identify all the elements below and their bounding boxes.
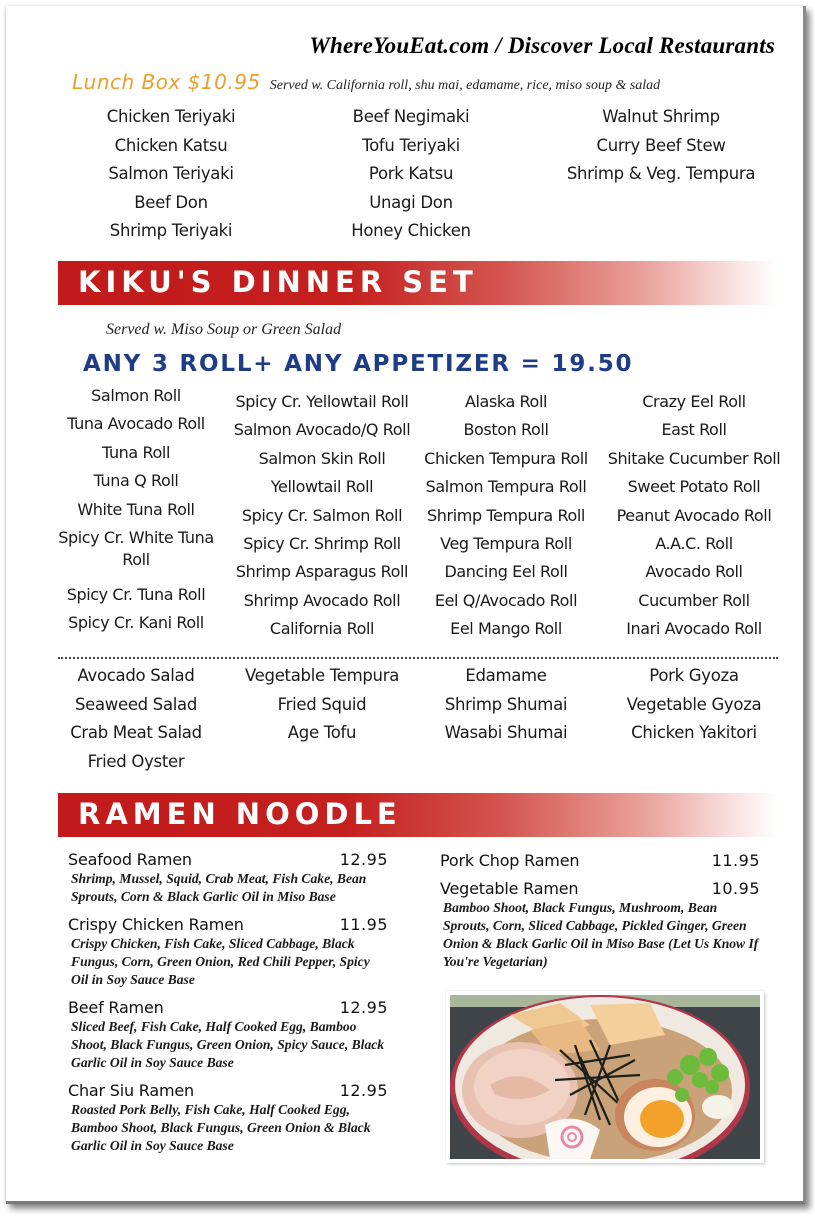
appetizer-column-3 xyxy=(416,662,596,748)
dotted-divider xyxy=(58,657,778,659)
ramen-name: Vegetable Ramen xyxy=(440,879,579,898)
menu-item: Salmon Teriyaki xyxy=(108,164,234,183)
roll-item: Spicy Cr. Kani Roll xyxy=(68,613,204,633)
ramen-description: Sliced Beef, Fish Cake, Half Cooked Egg, Bamboo Shoot, Black Fungus, Green Onion, Spicy Sauce, Black Garlic Oil in Soy Sauce Base xyxy=(71,1019,385,1070)
roll-item: Eel Mango Roll xyxy=(450,619,562,639)
appetizer-item: Shrimp Shumai xyxy=(444,694,568,714)
ramen-description: Roasted Pork Belly, Fish Cake, Half Cooked Egg, Bamboo Shoot, Black Fungus, Green Onion & Black Garlic Oil in Soy Sauce Base xyxy=(71,1102,371,1153)
ramen-bowl-icon xyxy=(450,995,760,1159)
roll-item: Shrimp Tempura Roll xyxy=(427,505,585,525)
roll-item: Spicy Cr. White Tuna Roll xyxy=(58,528,214,570)
menu-item: Chicken Teriyaki xyxy=(106,107,236,126)
appetizer-column-2 xyxy=(232,662,412,748)
lunch-column-3 xyxy=(551,103,771,189)
roll-column-2 xyxy=(232,388,412,644)
menu-item: Shrimp & Veg. Tempura xyxy=(566,164,756,183)
ramen-item-vegetable xyxy=(440,879,760,971)
roll-item: Dancing Eel Roll xyxy=(444,562,568,582)
menu-page xyxy=(6,6,806,1204)
appetizer-column-4 xyxy=(604,662,784,748)
ramen-item-pork-chop xyxy=(440,851,760,870)
appetizer-item: Avocado Salad xyxy=(77,666,195,685)
roll-item: Shrimp Avocado Roll xyxy=(243,590,401,610)
ramen-price: 12.95 xyxy=(339,850,388,869)
ramen-price: 11.95 xyxy=(339,915,388,934)
ramen-name: Seafood Ramen xyxy=(68,850,192,869)
appetizer-item: Pork Gyoza xyxy=(649,666,739,685)
roll-item: Spicy Cr. Salmon Roll xyxy=(241,505,403,525)
appetizer-item: Crab Meat Salad xyxy=(70,723,202,742)
roll-item: Eel Q/Avocado Roll xyxy=(434,590,578,610)
menu-item: Pork Katsu xyxy=(368,164,454,183)
roll-column-3 xyxy=(416,388,596,644)
menu-item: Chicken Katsu xyxy=(114,135,228,155)
roll-item: Alaska Roll xyxy=(464,392,548,411)
roll-item: Cucumber Roll xyxy=(638,590,750,610)
lunch-column-2 xyxy=(306,103,516,246)
menu-item: Tofu Teriyaki xyxy=(362,135,460,155)
ramen-name: Crispy Chicken Ramen xyxy=(68,915,244,934)
roll-item: Shrimp Asparagus Roll xyxy=(235,562,409,582)
roll-item: Peanut Avocado Roll xyxy=(616,505,772,525)
menu-item: Beef Don xyxy=(134,192,208,212)
ramen-name: Pork Chop Ramen xyxy=(440,851,580,870)
appetizer-item: Vegetable Tempura xyxy=(244,666,400,685)
roll-item: Spicy Cr. Shrimp Roll xyxy=(243,534,401,554)
roll-item: Salmon Avocado/Q Roll xyxy=(233,420,411,440)
appetizer-item: Seaweed Salad xyxy=(74,694,198,714)
roll-item: Veg Tempura Roll xyxy=(440,534,572,554)
appetizer-item: Fried Oyster xyxy=(87,751,185,771)
ramen-item-seafood xyxy=(68,850,388,906)
ramen-price: 12.95 xyxy=(339,998,388,1017)
ramen-bowl-photo xyxy=(450,995,760,1159)
roll-item: Inari Avocado Roll xyxy=(626,619,762,639)
roll-item: Tuna Avocado Roll xyxy=(67,414,205,434)
menu-item: Curry Beef Stew xyxy=(596,135,726,155)
roll-item: Tuna Roll xyxy=(102,442,170,462)
roll-column-1 xyxy=(50,382,222,638)
roll-item: Spicy Cr. Yellowtail Roll xyxy=(235,392,409,411)
ramen-description: Crispy Chicken, Fish Cake, Sliced Cabbage, Black Fungus, Corn, Green Onion, Red Chili Pepper, Spicy Oil in Soy Sauce Base xyxy=(71,936,370,987)
roll-item: Salmon Skin Roll xyxy=(258,448,386,468)
ramen-name: Char Siu Ramen xyxy=(68,1081,194,1100)
ramen-price: 12.95 xyxy=(339,1081,388,1100)
ramen-title: RAMEN NOODLE xyxy=(78,797,402,831)
roll-column-4 xyxy=(604,388,784,644)
roll-item: East Roll xyxy=(661,420,727,440)
roll-item: Crazy Eel Roll xyxy=(642,392,746,411)
appetizer-item: Fried Squid xyxy=(277,694,367,714)
roll-item: Boston Roll xyxy=(463,420,549,440)
roll-item: Salmon Roll xyxy=(91,386,181,405)
menu-item: Unagi Don xyxy=(369,192,453,212)
ramen-item-crispy-chicken xyxy=(68,915,388,989)
roll-item: White Tuna Roll xyxy=(77,499,195,519)
menu-item: Shrimp Teriyaki xyxy=(109,221,233,240)
appetizer-item: Wasabi Shumai xyxy=(444,723,568,742)
ramen-name: Beef Ramen xyxy=(68,998,164,1017)
dinner-set-title: KIKU'S DINNER SET xyxy=(78,265,478,299)
ramen-description: Shrimp, Mussel, Squid, Crab Meat, Fish Cake, Bean Sprouts, Corn & Black Garlic Oil in Miso Base xyxy=(71,871,367,904)
dinner-combo-price: ANY 3 ROLL+ ANY APPETIZER = 19.50 xyxy=(83,351,634,377)
ramen-photo-frame xyxy=(446,991,764,1163)
appetizer-item: Edamame xyxy=(465,666,547,685)
roll-item: Sweet Potato Roll xyxy=(627,477,761,497)
roll-item: Spicy Cr. Tuna Roll xyxy=(66,584,206,604)
appetizer-item: Vegetable Gyoza xyxy=(626,694,762,714)
site-watermark: WhereYouEat.com / Discover Local Restaurants xyxy=(309,33,775,58)
appetizer-column-1 xyxy=(50,662,222,776)
roll-item: A.A.C. Roll xyxy=(655,534,733,554)
roll-item: Yellowtail Roll xyxy=(270,477,374,497)
lunch-box-header xyxy=(72,70,660,94)
dinner-set-banner xyxy=(58,261,778,305)
ramen-banner xyxy=(58,793,778,837)
menu-item: Walnut Shrimp xyxy=(602,107,720,126)
menu-item: Honey Chicken xyxy=(351,221,471,240)
roll-item: Tuna Q Roll xyxy=(93,471,179,491)
ramen-item-beef xyxy=(68,998,388,1072)
appetizer-item: Age Tofu xyxy=(287,723,357,742)
lunch-box-subtitle: Served w. California roll, shu mai, edamame, rice, miso soup & salad xyxy=(269,78,661,93)
roll-item: Salmon Tempura Roll xyxy=(425,477,587,497)
ramen-price: 11.95 xyxy=(711,851,760,870)
dinner-served-with: Served w. Miso Soup or Green Salad xyxy=(106,321,342,338)
lunch-column-1 xyxy=(66,103,276,246)
ramen-item-char-siu xyxy=(68,1081,388,1155)
roll-item: Avocado Roll xyxy=(645,562,743,582)
ramen-description: Bamboo Shoot, Black Fungus, Mushroom, Bean Sprouts, Corn, Sliced Cabbage, Pickled Ginger, Green Onion & Black Garlic Oil in Miso Base (Let Us Know If You're Vegetarian) xyxy=(443,900,759,969)
lunch-box-title: Lunch Box $10.95 xyxy=(72,70,261,94)
menu-item: Beef Negimaki xyxy=(352,107,470,126)
roll-item: Chicken Tempura Roll xyxy=(424,448,588,468)
appetizer-item: Chicken Yakitori xyxy=(631,723,757,742)
ramen-price: 10.95 xyxy=(711,879,760,898)
roll-item: Shitake Cucumber Roll xyxy=(607,448,781,468)
roll-item: California Roll xyxy=(269,619,375,639)
